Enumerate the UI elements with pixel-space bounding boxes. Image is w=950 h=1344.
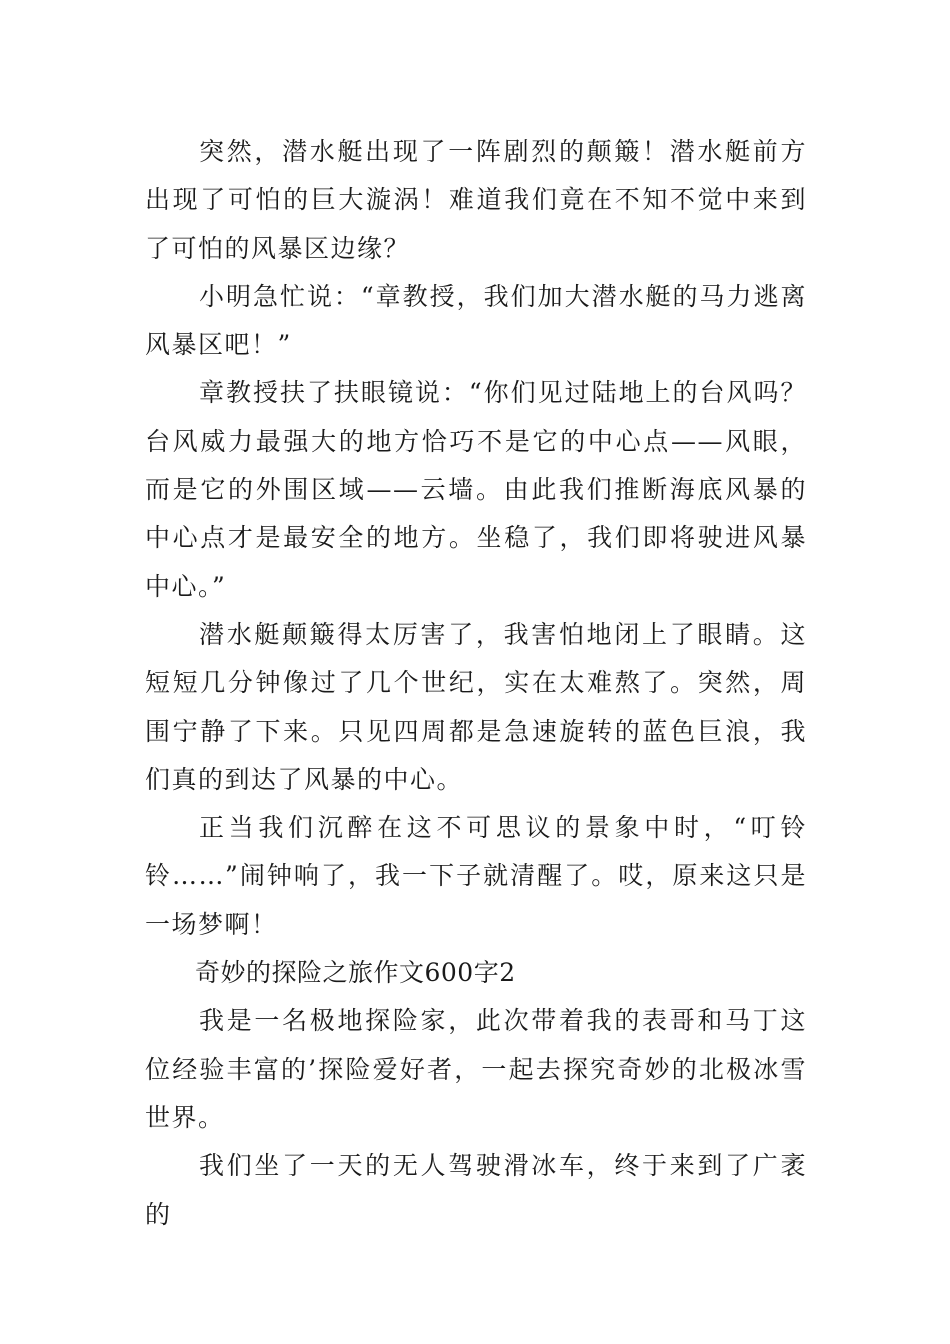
paragraph: 突然，潜水艇出现了一阵剧烈的颠簸！潜水艇前方出现了可怕的巨大漩涡！难道我们竟在不知不觉中来到了可怕的风暴区边缘？ [145, 137, 807, 263]
section-heading: 奇妙的探险之旅作文600字2 [195, 958, 516, 988]
paragraph: 我是一名极地探险家，此次带着我的表哥和马丁这位经验丰富的’探险爱好者，一起去探究奇妙的北极冰雪世界。 [145, 1006, 807, 1132]
paragraph: 我们坐了一天的无人驾驶滑冰车，终于来到了广袤的 [145, 1151, 807, 1229]
paragraph: 潜水艇颠簸得太厉害了，我害怕地闭上了眼睛。这短短几分钟像过了几个世纪，实在太难熬了。突然，周围宁静了下来。只见四周都是急速旋转的蓝色巨浪，我们真的到达了风暴的中心。 [145, 619, 807, 794]
paragraph: 章教授扶了扶眼镜说：“你们见过陆地上的台风吗？台风威力最强大的地方恰巧不是它的中心点——风眼，而是它的外围区域——云墙。由此我们推断海底风暴的中心点才是最安全的地方。坐稳了，我们即将驶进风暴中心。” [145, 378, 807, 601]
paragraph: 小明急忙说：“章教授，我们加大潜水艇的马力逃离风暴区吧！” [145, 281, 807, 360]
paragraph: 正当我们沉醉在这不可思议的景象中时，“叮铃铃……”闹钟响了，我一下子就清醒了。哎，原来这只是一场梦啊！ [145, 813, 807, 939]
document-body [145, 128, 807, 1239]
